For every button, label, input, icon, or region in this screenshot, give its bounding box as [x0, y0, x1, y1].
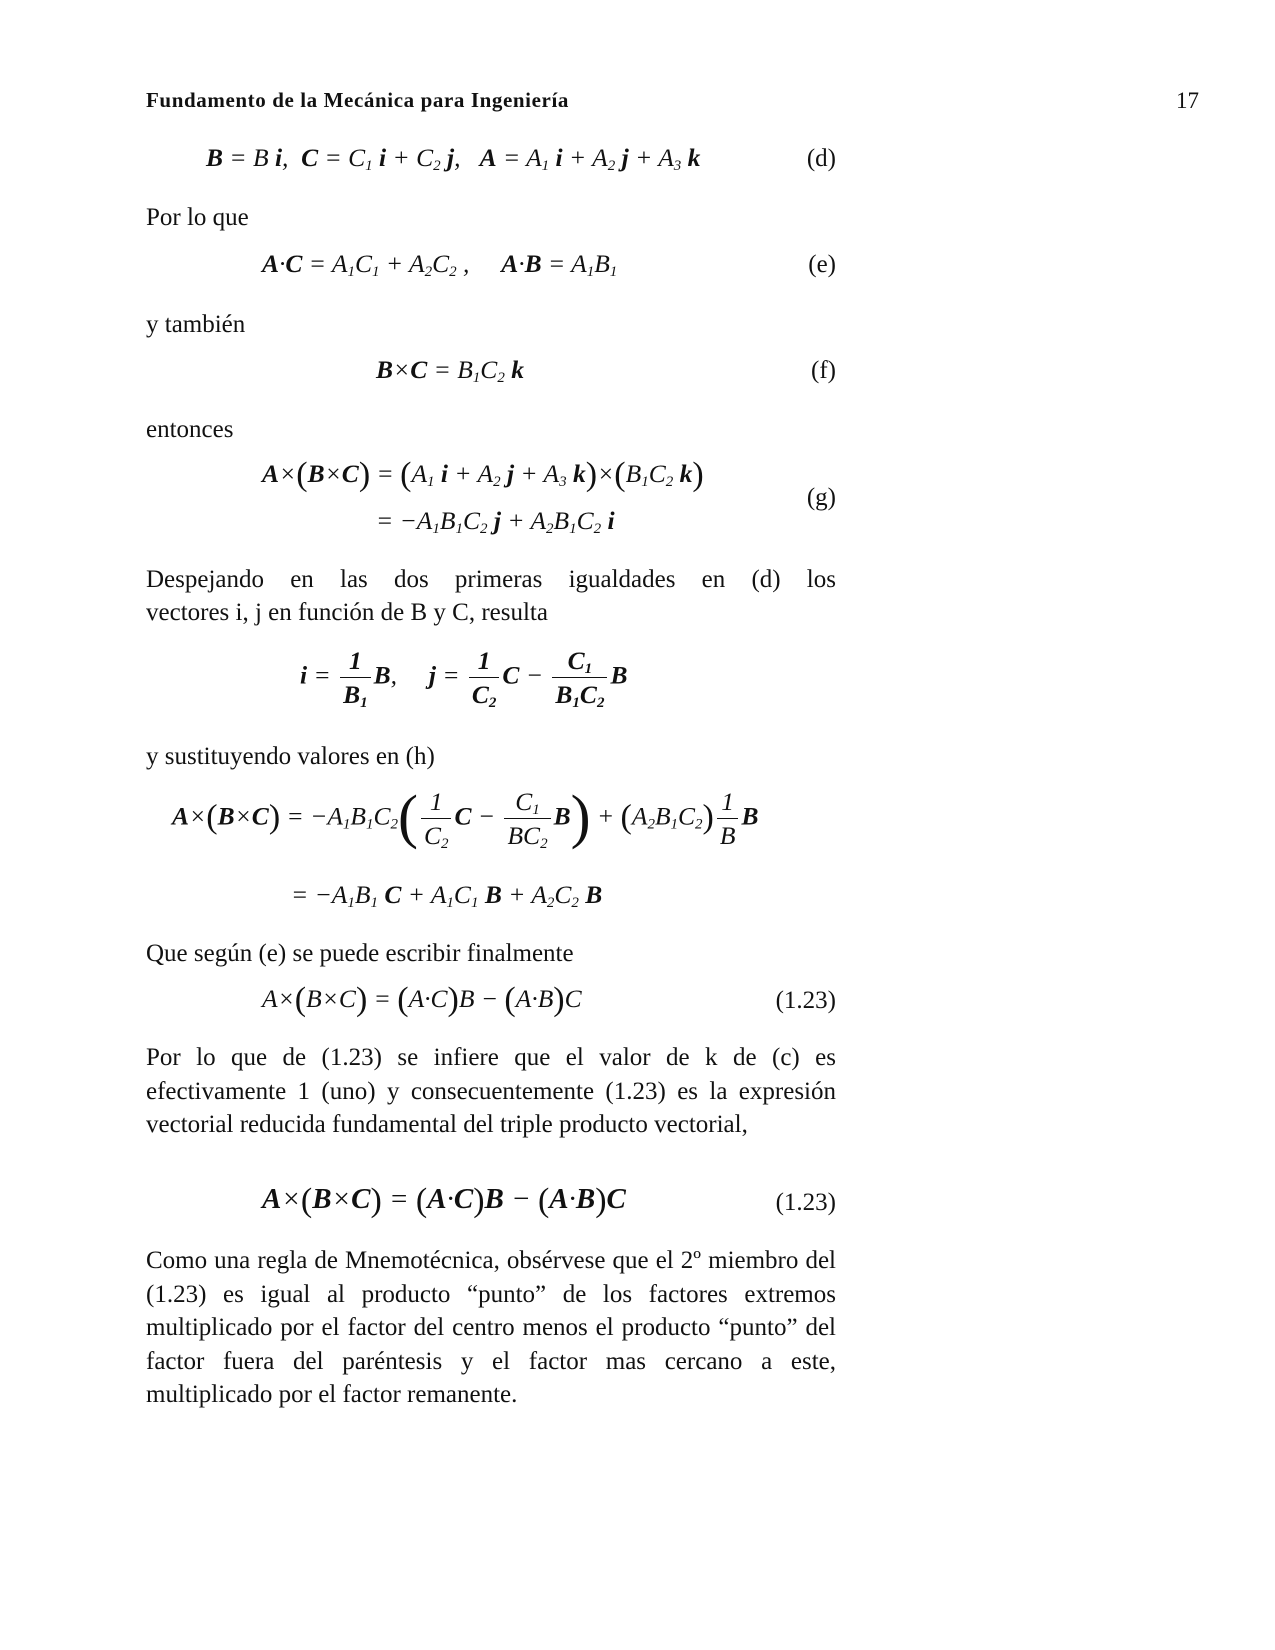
equation-substituted-line2: = $-A_1B_1$ $C + A_1C_1$ $B + A_2C_2$ B	[291, 880, 603, 911]
equation-number-g: (g)	[806, 484, 836, 511]
equation-number-1-23-bold: (1.23)	[775, 1189, 836, 1216]
page-number: 17	[1176, 88, 1199, 113]
equation-1-23-bold: A×(B×C) = (A·C)B − (A·B)C	[262, 1182, 626, 1219]
equation-i-j: i = $\frac{1}{B_1}$ B, j = $\frac{1}{C_2}$ C − $\frac{C_1}{B_1C_2}$ B	[300, 646, 628, 712]
equation-e: $A\cdot C = A_1C_1 + A_2C_2$ , $A\cdot B = A_1B_1$	[262, 249, 618, 280]
equation-number-f: (f)	[811, 357, 836, 384]
paragraph-despejando-line1: Despejando en las dos primeras igualdades en (d) los	[146, 566, 836, 593]
paragraph-mnemotecnica: Como una regla de Mnemotécnica, obsérvese que el 2º miembro del (1.23) es igual al producto “punto” de los factores extremos multiplicado por el factor del centro menos el producto “punto” del factor fuera del paréntesis y el factor mas cercano a este, multiplicado por el factor remanente.	[146, 1247, 836, 1408]
running-header-title: Fundamento de la Mecánica para Ingeniería	[146, 88, 569, 112]
equation-d: B = B i, $C = C_1$ $i + C_2$ j, $A = A_1$ $i + A_2$ $j + A_3$ k	[206, 143, 701, 174]
paragraph-entonces: entonces	[146, 416, 234, 443]
paragraph-por-lo-que: Por lo que	[146, 204, 249, 231]
paragraph-y-tambien: y también	[146, 311, 246, 338]
equation-number-e: (e)	[808, 251, 836, 278]
paragraph-que-segun: Que según (e) se puede escribir finalmente	[146, 940, 574, 967]
equation-number-1-23-first: (1.23)	[775, 987, 836, 1014]
equation-f: $B\times C = B_1C_2$ k	[376, 355, 524, 386]
paragraph-despejando-line2: vectores i, j en función de B y C, resulta	[146, 599, 548, 626]
equation-g-line2: = $-A_1B_1C_2$ $j + A_2B_1C_2$ i	[376, 506, 615, 537]
equation-substituted-line1: $A\times(B\times C) = -A_1B_1C_2$( $\frac{1}{C_2}$ C − $\frac{C_1}{BC_2}$ $B) + (A_2B_1C_2)$ $\frac{1}{B}$ B	[172, 783, 759, 853]
equation-g-line1: $A\times(B\times C) = (A_1$ $i + A_2$ $j + A_3$ $k)\times(B_1C_2$ k)	[262, 456, 704, 493]
equation-number-d: (d)	[806, 145, 836, 172]
paragraph-sustituyendo: y sustituyendo valores en (h)	[146, 743, 435, 770]
equation-1-23-first: A×(B×C) = (A·C)B − (A·B)C	[262, 981, 582, 1018]
paragraph-por-lo-que-de: Por lo que de (1.23) se infiere que el valor de k de (c) es efectivamente 1 (uno) y consecuentemente (1.23) es la expresión vectorial reducida fundamental del triple producto vectorial,	[146, 1044, 836, 1138]
